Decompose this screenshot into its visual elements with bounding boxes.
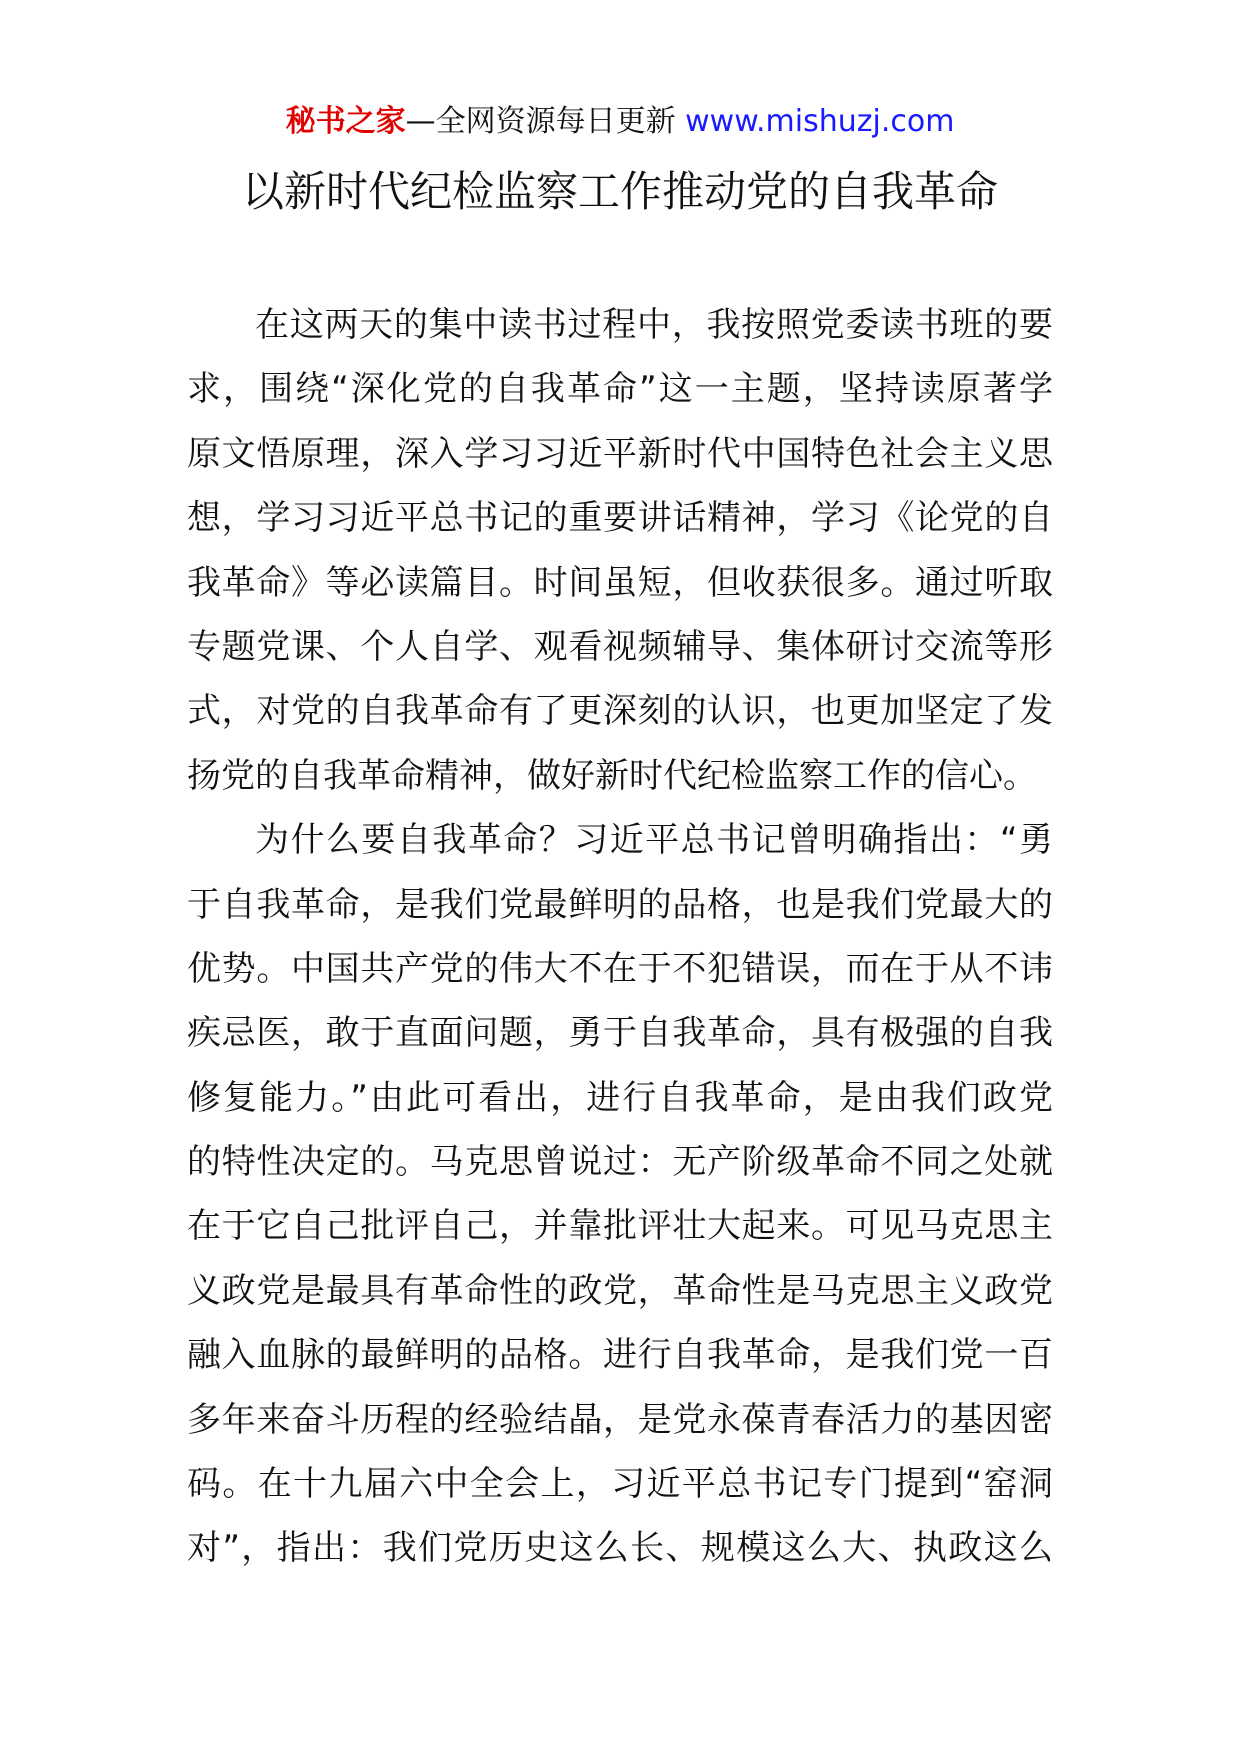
paragraph-line: 想，学习习近平总书记的重要讲话精神，学习《论党的自 [187,498,1053,539]
paragraph-line: 在这两天的集中读书过程中，我按照党委读书班的要 [255,305,1053,345]
document-title: 以新时代纪检监察工作推动党的自我革命 [241,167,998,216]
header-tagline: —全网资源每日更新 [405,104,676,139]
paragraph-line: 求，围绕“深化党的自我革命”这一主题，坚持读原著学 [187,369,1053,410]
paragraph-line: 为什么要自我革命？习近平总书记曾明确指出：“勇 [255,820,1053,861]
paragraph-line: 在于它自己批评自己，并靠批评壮大起来。可见马克思主 [187,1206,1053,1247]
paragraph-line: 融入血脉的最鲜明的品格。进行自我革命，是我们党一百 [187,1335,1053,1376]
paragraph-line: 对”，指出：我们党历史这么长、规模这么大、执政这么 [187,1528,1053,1569]
paragraph-line: 多年来奋斗历程的经验结晶，是党永葆青春活力的基因密 [187,1399,1053,1440]
paragraph-line: 专题党课、个人自学、观看视频辅导、集体研讨交流等形 [187,626,1053,667]
site-header [0,100,1240,144]
paragraph-line: 扬党的自我革命精神，做好新时代纪检监察工作的信心。 [187,755,1037,796]
paragraph-line: 原文悟原理，深入学习习近平新时代中国特色社会主义思 [187,433,1053,474]
paragraph-line: 义政党是最具有革命性的政党，革命性是马克思主义政党 [187,1270,1053,1311]
paragraph-line: 疾忌医，敢于直面问题，勇于自我革命，具有极强的自我 [187,1013,1053,1054]
paragraph-line: 我革命》等必读篇目。时间虽短，但收获很多。通过听取 [187,562,1053,603]
paragraph-line: 修复能力。”由此可看出，进行自我革命，是由我们政党 [187,1077,1053,1118]
paragraph-line: 码。在十九届六中全会上，习近平总书记专门提到“窑洞 [187,1464,1053,1505]
paragraph-line: 式，对党的自我革命有了更深刻的认识，也更加坚定了发 [187,691,1053,732]
paragraph-line: 优势。中国共产党的伟大不在于不犯错误，而在于从不讳 [187,948,1053,989]
brand-name: 秘书之家 [285,104,406,139]
website-link[interactable]: www.mishuzj.com [685,104,955,139]
document-body [187,293,1053,1581]
paragraph-line: 于自我革命，是我们党最鲜明的品格，也是我们党最大的 [187,884,1053,925]
paragraph-line: 的特性决定的。马克思曾说过：无产阶级革命不同之处就 [187,1142,1053,1183]
